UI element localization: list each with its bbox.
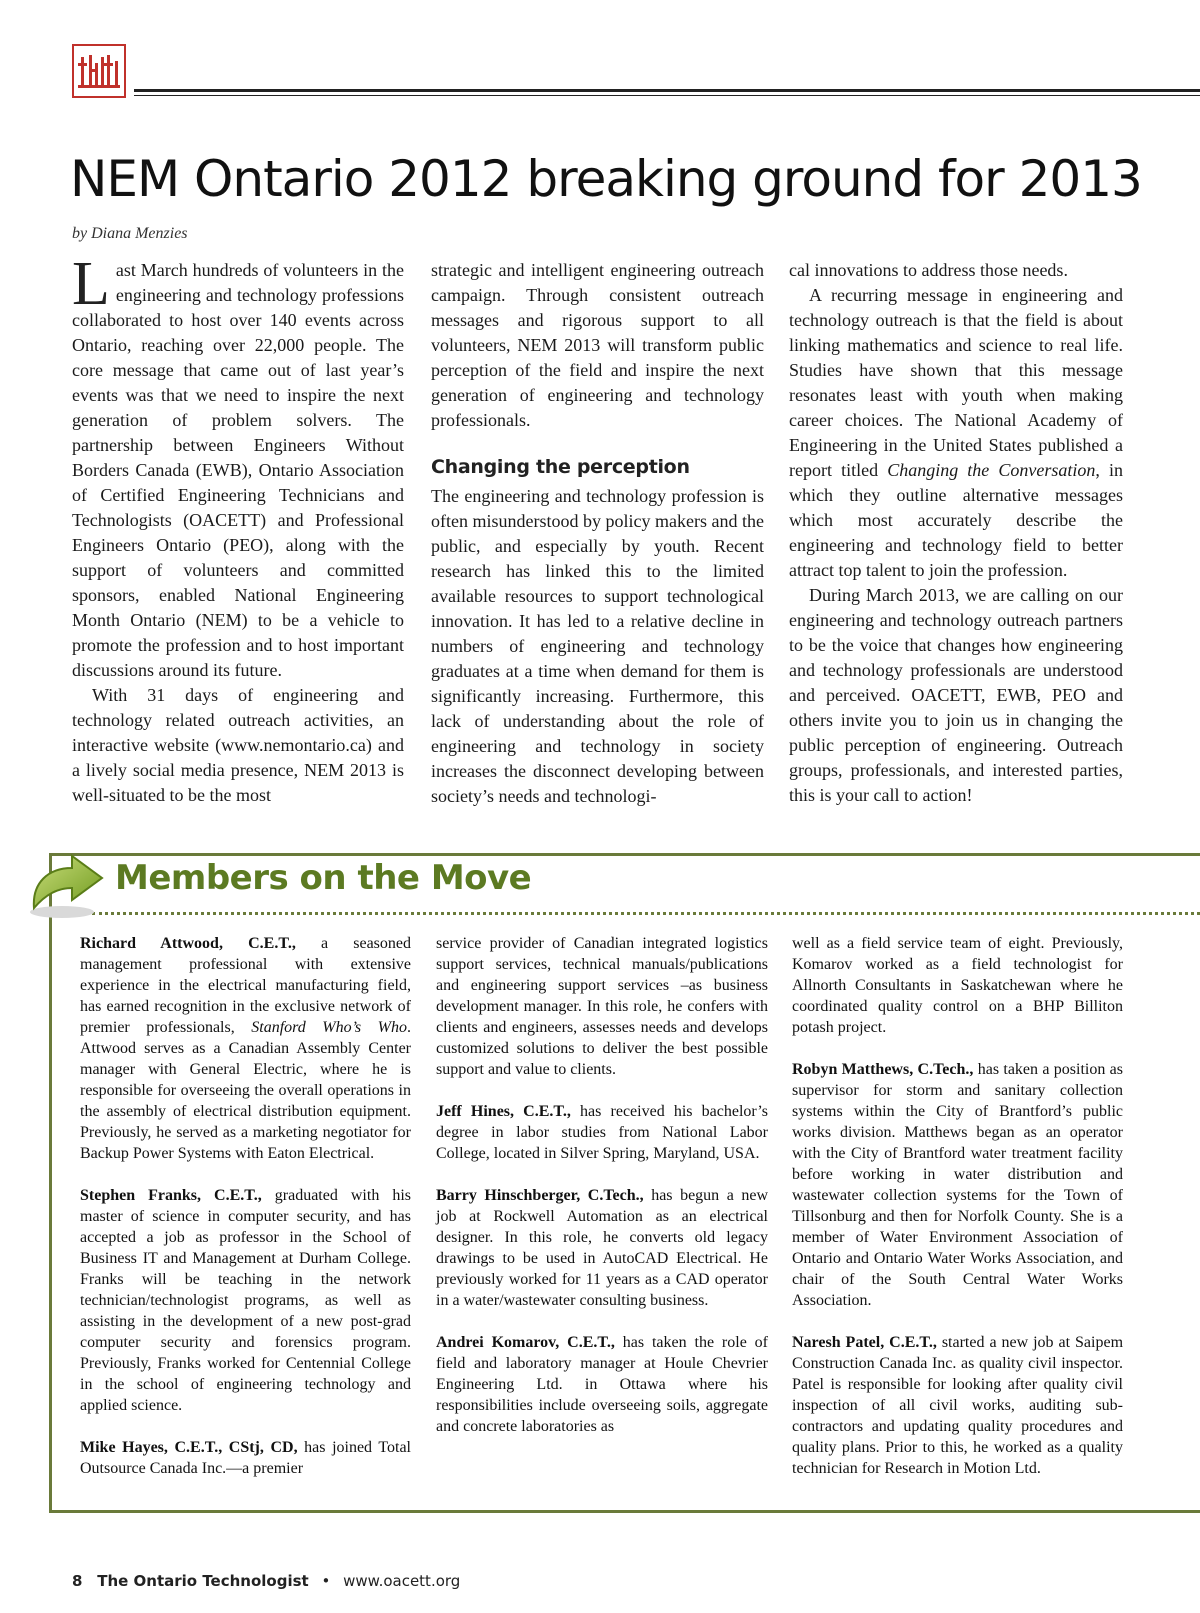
members-frame-top: [49, 853, 1200, 856]
members-column-2: [436, 933, 768, 1458]
header-rule-thin: [134, 95, 1200, 96]
paragraph: [789, 283, 1123, 583]
paragraph: cal innovations to address those needs.: [789, 260, 1068, 280]
article-column-2: [431, 258, 764, 809]
member-text: has joined Total Outsource Canada Inc.—a premier: [80, 1439, 411, 1477]
article-column-1: [72, 250, 404, 808]
member-text: a seasoned management professional with extensive experience in the electrical manufacturing field, has earned recognition in the exclusive network of premier professionals,: [80, 935, 411, 1036]
member-text: has begun a new job at Rockwell Automation as an electrical designer. In this role, he converts old legacy drawings to be used in AutoCAD Electrical. He previously worked for 11 years as a CAD operator in a water/wastewater consulting business.: [436, 1187, 769, 1309]
members-column-1: [80, 933, 411, 1500]
paragraph: During March 2013, we are calling on our engineering and technology outreach partners to be the voice that changes how engineering and technology professionals are understood and perceived. OACETT, EWB, PEO and others invite you to join us in changing the public perception of engineering. Outreach groups, professionals, and interested parties, this is your call to action!: [789, 585, 1123, 805]
member-entry: [436, 1185, 768, 1311]
member-text: has taken the role of field and laboratory manager at Houle Chevrier Engineering Ltd. in Ottawa where his responsibilities include overseeing soils, aggregate and concrete laboratories as: [436, 1334, 769, 1435]
member-text: has received his bachelor’s degree in labor studies from National Labor College, located in Silver Spring, Maryland, USA.: [436, 1103, 768, 1162]
members-frame-bottom: [49, 1510, 1200, 1513]
paragraph-text: ast March hundreds of volunteers in the engineering and technology professions collaborated to host over 140 events across Ontario, reaching over 22,000 people. The core message that came out of last year’s events was that we need to inspire the next generation of problem solvers. The partnership between Engineers Without Borders Canada (EWB), Ontario Association of Certified Engineering Technicians and Technologists (OACETT) and Professional Engineers Ontario (PEO), along with the support of volunteers and committed sponsors, enabled National Engineering Month Ontario (NEM) to be a vehicle to promote the profession and to host important discussions around its future.: [72, 260, 404, 680]
member-entry: [80, 1437, 411, 1479]
members-dotted-rule: [92, 912, 1200, 915]
member-name: Andrei Komarov, C.E.T.,: [436, 1334, 615, 1351]
article-byline: by Diana Menzies: [72, 225, 188, 242]
logo-mark: [77, 51, 121, 91]
member-name: Robyn Matthews, C.Tech.,: [792, 1061, 974, 1078]
member-text: started a new job at Saipem Construction Canada Inc. as quality civil inspector. Patel is responsible for looking after quality civil inspection of all civil works, auditing sub-contractors and updating quality procedures and quality plans. Prior to this, he worked as a quality technician for Research in Motion Ltd.: [792, 1334, 1124, 1477]
paragraph: [72, 250, 404, 683]
member-text-italic: Stanford Who’s Who: [251, 1019, 407, 1036]
article-column-3: [789, 258, 1123, 808]
member-name: Jeff Hines, C.E.T.,: [436, 1103, 571, 1120]
member-name: Naresh Patel, C.E.T.,: [792, 1334, 937, 1351]
paragraph: The engineering and technology profession is often misunderstood by policy makers and the public, and especially by youth. Recent research has linked this to the limited available resources to support technological innovation. It has led to a relative decline in numbers of engineering and technology graduates at a time when demand for them is significantly increasing. Furthermore, this lack of understanding about the role of engineering and technology in society increases the disconnect developing between society’s needs and technologi-: [431, 486, 764, 806]
member-entry: well as a field service team of eight. Previously, Komarov worked as a field technologist for Allnorth Consultants in Saskatchewan where he coordinated quality control on a BHP Billiton potash project.: [792, 935, 1123, 1036]
member-entry: [792, 1332, 1123, 1479]
member-text: graduated with his master of science in computer security, and has accepted a job as professor in the School of Business IT and Management at Durham College. Franks will be teaching in the network technician/technologist programs, as well as assisting in the development of a new post-grad computer security and forensics program. Previously, Franks worked for Centennial College in the school of engineering technology and applied science.: [80, 1187, 411, 1414]
oacett-logo-icon: [72, 44, 126, 98]
member-entry: [436, 1101, 768, 1164]
paragraph: strategic and intelligent engineering outreach campaign. Through consistent outreach messages and rigorous support to all volunteers, NEM 2013 will transform public perception of the field and inspire the next generation of engineering and technology professionals.: [431, 260, 764, 430]
member-name: Mike Hayes, C.E.T., CStj, CD,: [80, 1439, 298, 1456]
members-section-title: Members on the Move: [115, 858, 532, 898]
drop-cap: L: [72, 250, 110, 318]
page-footer: [72, 1572, 460, 1590]
members-frame-left: [49, 853, 52, 1512]
header-rule: [134, 89, 1200, 92]
report-title: Changing the Conversation: [887, 460, 1096, 480]
publication-name: The Ontario Technologist: [97, 1572, 309, 1590]
article-title: NEM Ontario 2012 breaking ground for 2013: [70, 150, 1142, 208]
member-entry: [80, 933, 411, 1164]
member-entry: [80, 1185, 411, 1416]
section-subheading: Changing the perception: [431, 456, 690, 478]
member-name: Stephen Franks, C.E.T.,: [80, 1187, 262, 1204]
member-entry: [792, 1059, 1123, 1311]
paragraph-text: A recurring message in engineering and technology outreach is that the field is about linking mathematics and science to real life. Studies have shown that this message resonates least with youth when making career choices. The National Academy of Engineering in the United States published a report titled: [789, 285, 1123, 480]
member-name: Richard Attwood, C.E.T.,: [80, 935, 296, 952]
website-link[interactable]: www.oacett.org: [343, 1572, 461, 1590]
member-entry: service provider of Canadian integrated logistics support services, technical manuals/publications and engineering support services –as business development manager. In this role, he confers with clients and engineers, assesses needs and develops customized solutions to deliver the best possible support and value to clients.: [436, 935, 768, 1078]
footer-separator: •: [321, 1572, 331, 1590]
paragraph-text: , in which they outline alternative messages which most accurately describe the engineering and technology field to better attract top talent to join the profession.: [789, 460, 1123, 580]
paragraph: With 31 days of engineering and technology related outreach activities, an interactive website (www.nemontario.ca) and a lively social media presence, NEM 2013 is well-situated to be the most: [72, 685, 404, 805]
members-column-3: [792, 933, 1123, 1500]
member-name: Barry Hinschberger, C.Tech.,: [436, 1187, 644, 1204]
member-entry: [436, 1332, 768, 1437]
page-number: 8: [72, 1572, 83, 1590]
member-text: . Attwood serves as a Canadian Assembly Center manager with General Electric, where he is responsible for overseeing the overall operations in the assembly of electrical distribution equipment. Previously, he served as a marketing negotiator for Backup Power Systems with Eaton Electrical.: [80, 1019, 411, 1162]
member-text: has taken a position as supervisor for storm and sanitary collection systems within the City of Brantford’s public works division. Matthews began as an operator with the City of Brantford water treatment facility before working in water distribution and wastewater collection systems for the Town of Tillsonburg and then for Norfolk County. She is a member of Water Environment Association of Ontario and Ontario Water Works Association, and chair of the South Central Water Works Association.: [792, 1061, 1124, 1309]
curved-arrow-icon: [20, 838, 110, 922]
